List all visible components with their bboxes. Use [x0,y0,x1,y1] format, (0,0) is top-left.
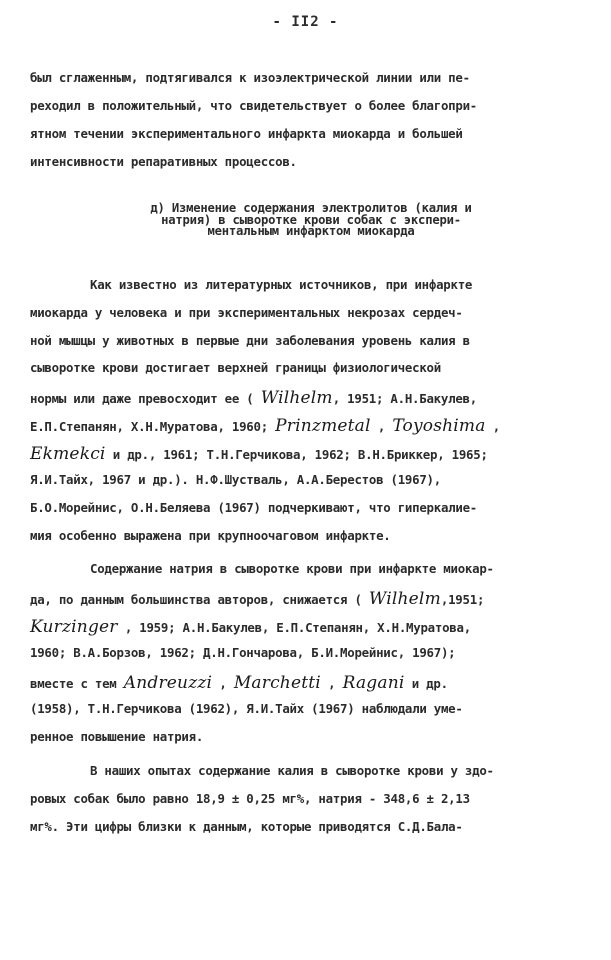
handwritten-name: Prinzmetal [275,416,371,436]
typed-text: нормы или даже превосходит ее ( [30,391,254,406]
section-heading [96,203,526,238]
text-line [30,589,484,609]
typed-text: , 1959; А.Н.Бакулев, Е.П.Степанян, Х.Н.Муратова, [124,620,471,635]
text-line: Содержание натрия в сыворотке крови при инфаркте миокар- [90,561,494,576]
typed-text: и др., 1961; Т.Н.Герчикова, 1962; В.Н.Бриккер, 1965; [112,447,488,462]
typed-text: , [492,419,501,434]
text-line: ной мышцы у животных в первые дни заболевания уровень калия в [30,333,470,348]
text-line: 1960; В.А.Борзов, 1962; Д.Н.Гончарова, Б.И.Морейнис, 1967); [30,645,456,660]
text-line: ренное повышение натрия. [30,729,204,744]
handwritten-name: Andreuzzi [123,673,213,693]
handwritten-name: Wilhelm [260,388,333,408]
page-number: - II2 - [272,14,339,30]
text-line: Как известно из литературных источников, при инфаркте [90,277,473,292]
handwritten-name: Wilhelm [368,589,441,609]
text-line [30,416,500,436]
text-line: Я.И.Тайх, 1967 и др.). Н.Ф.Шустваль, А.А.Берестов (1967), [30,472,441,487]
handwritten-name: Ekmekci [30,444,106,464]
text-line: ятном течении экспериментального инфаркта миокарда и большей [30,126,463,141]
typed-text: , [377,419,386,434]
text-line: сыворотке крови достигает верхней границы физиологической [30,360,441,375]
text-line [30,444,488,464]
text-line: ровых собак было равно 18,9 ± 0,25 мг%, натрия - 348,6 ± 2,13 [30,791,470,806]
typed-text: , [328,676,336,691]
handwritten-name: Ragani [342,673,405,693]
typed-text: , 1951; А.Н.Бакулев, [332,391,477,406]
heading-line: ментальным инфарктом миокарда [207,224,415,238]
text-line: интенсивности репаративных процессов. [30,154,297,169]
typed-text: ,1951; [440,592,485,607]
heading-line: д) Изменение содержания электролитов (калия и [150,201,472,215]
text-line: мг%. Эти цифры близки к данным, которые приводятся С.Д.Бала- [30,819,463,834]
handwritten-name: Marchetti [233,673,321,693]
text-line: миокарда у человека и при экспериментальных некрозах сердеч- [30,305,463,320]
typed-text: вместе с тем [30,676,117,691]
text-line: реходил в положительный, что свидетельствует о более благопри- [30,98,478,113]
text-line: мия особенно выражена при крупноочаговом инфаркте. [30,528,391,543]
handwritten-name: Toyoshima [392,416,486,436]
text-line: (1958), Т.Н.Герчикова (1962), Я.И.Тайх (1967) наблюдали уме- [30,701,463,716]
typed-text: , [219,676,227,691]
text-line [30,617,471,637]
text-line [30,673,448,693]
text-line: В наших опытах содержание калия в сыворотке крови у здо- [90,763,494,778]
text-line: Б.О.Морейнис, О.Н.Беляева (1967) подчеркивают, что гиперкалие- [30,500,478,515]
typed-text: Е.П.Степанян, Х.Н.Муратова, 1960; [30,419,268,434]
typed-text: да, по данным большинства авторов, снижается ( [30,592,362,607]
text-line [30,388,477,408]
typed-text: и др. [411,676,448,691]
text-line: был сглаженным, подтягивался к изоэлектрической линии или пе- [30,70,470,85]
handwritten-name: Kurzinger [30,617,118,637]
heading-line: натрия) в сыворотке крови собак с экспери- [161,212,461,227]
